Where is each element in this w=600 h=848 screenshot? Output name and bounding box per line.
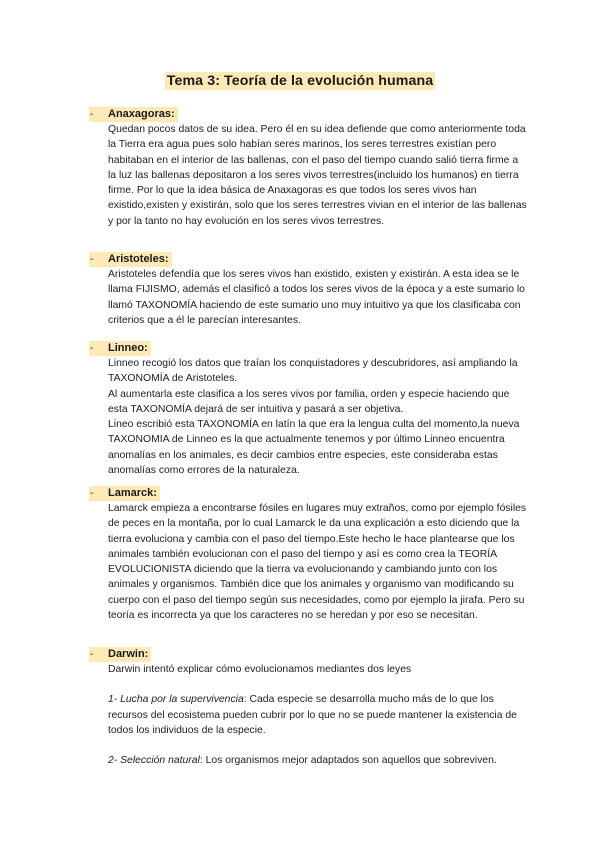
paragraph: Quedan pocos datos de su idea. Pero él en su idea defiende que como anteriormente toda la Tierra era agua pues solo habían seres marinos, los seres terrestres existían pero habitaban en el interior de las ballenas, con el paso del tiempo cuando salió tierra firme a la luz las ballenas depositaron a los seres vivos terrestres(incluido los humanos) en tierra firme. Por lo que la idea básica de Anaxagoras es que todos los seres vivos han existido,existen y existirán, solo que los seres terrestres vivian en el interior de las ballenas y por la tanto no hay evolución en los seres vivos terrestres. bbox=[108, 124, 527, 227]
law-item bbox=[108, 753, 528, 768]
section-heading: Linneo: bbox=[106, 341, 151, 356]
section-body bbox=[108, 356, 528, 478]
section-body bbox=[108, 122, 528, 229]
section-heading: Darwin: bbox=[106, 647, 151, 662]
paragraph: Linneo recogió los datos que traían los conquistadores y descubridores, así ampliando la TAXONOMÍA de Aristoteles. bbox=[108, 358, 518, 385]
page-title: Tema 3: Teoría de la evolución humana bbox=[166, 73, 434, 89]
section-heading: Anaxagoras: bbox=[106, 107, 178, 122]
section-body bbox=[108, 267, 528, 328]
bullet-marker: - bbox=[89, 647, 115, 662]
paragraph: Al aumentarla este clasifica a los seres vivos por familia, orden y especie haciendo que esta TAXONOMÍA dejará de ser intuitiva y pasará a ser objetiva. bbox=[108, 388, 510, 415]
law-item bbox=[108, 692, 528, 738]
law-title: 1- Lucha por la supervivencia bbox=[108, 694, 244, 706]
paragraph: Lineo escribió esta TAXONOMÍA en latín la que era la lengua culta del momento,la nueva TAXONOMIA de Linneo es la que actualmente tenemos y por último Linneo encuentra anomalías en los animales, es decir cambios entre especies, este consideraba estas anomalías como errores de la naturaleza. bbox=[108, 419, 520, 477]
paragraph: Darwin intentó explicar cómo evolucionamos mediantes dos leyes bbox=[108, 664, 412, 675]
section-heading: Aristoteles: bbox=[106, 252, 172, 267]
bullet-marker: - bbox=[89, 341, 115, 356]
paragraph: Aristoteles defendía que los seres vivos han existido, existen y existirán. A esta idea se le llama FIJISMO, además el clasificó a todos los seres vivos de la época y a este sumario lo llamó TAXONOMÍA haciendo de este sumario uno muy intuitivo ya que los clasificaba con criterios que a él le parecían interesantes. bbox=[108, 269, 525, 326]
law-text: : Cada especie se desarrolla mucho más de lo que los recursos del ecosistema pueden cubrir por lo que no se puede mantener la existencia de todos los individuos de la especie. bbox=[108, 694, 517, 736]
bullet-marker: - bbox=[89, 252, 115, 267]
section-body bbox=[108, 662, 528, 768]
law-text: : Los organismos mejor adaptados son aquellos que sobreviven. bbox=[199, 755, 497, 767]
paragraph: Lamarck empieza a encontrarse fósiles en lugares muy extraños, como por ejemplo fósiles de peces en la montaña, por lo cual Lamarck le da una explicación a esto diciendo que la tierra evoluciona y cambia con el paso del tiempo.Este hecho le hace plantearse que los animales también evolucionan con el paso del tiempo y así es como crea la TEORÍA EVOLUCIONISTA diciendo que la tierra va evolucionando y cambiando junto con los animales y organismos. También dice que los animales y organismo van modificando su cuerpo con el paso del tiempo según sus necesidades, como por ejemplo la jirafa. Pero su teoría es incorrecta ya que los caracteres no se heredan y por eso se necesitan. bbox=[108, 503, 527, 622]
law-title: 2- Selección natural bbox=[108, 755, 200, 767]
bullet-marker: - bbox=[89, 486, 115, 501]
bullet-marker: - bbox=[89, 107, 115, 122]
section-body bbox=[108, 501, 528, 623]
title-wrap bbox=[0, 72, 600, 90]
section-heading: Lamarck: bbox=[106, 486, 160, 501]
